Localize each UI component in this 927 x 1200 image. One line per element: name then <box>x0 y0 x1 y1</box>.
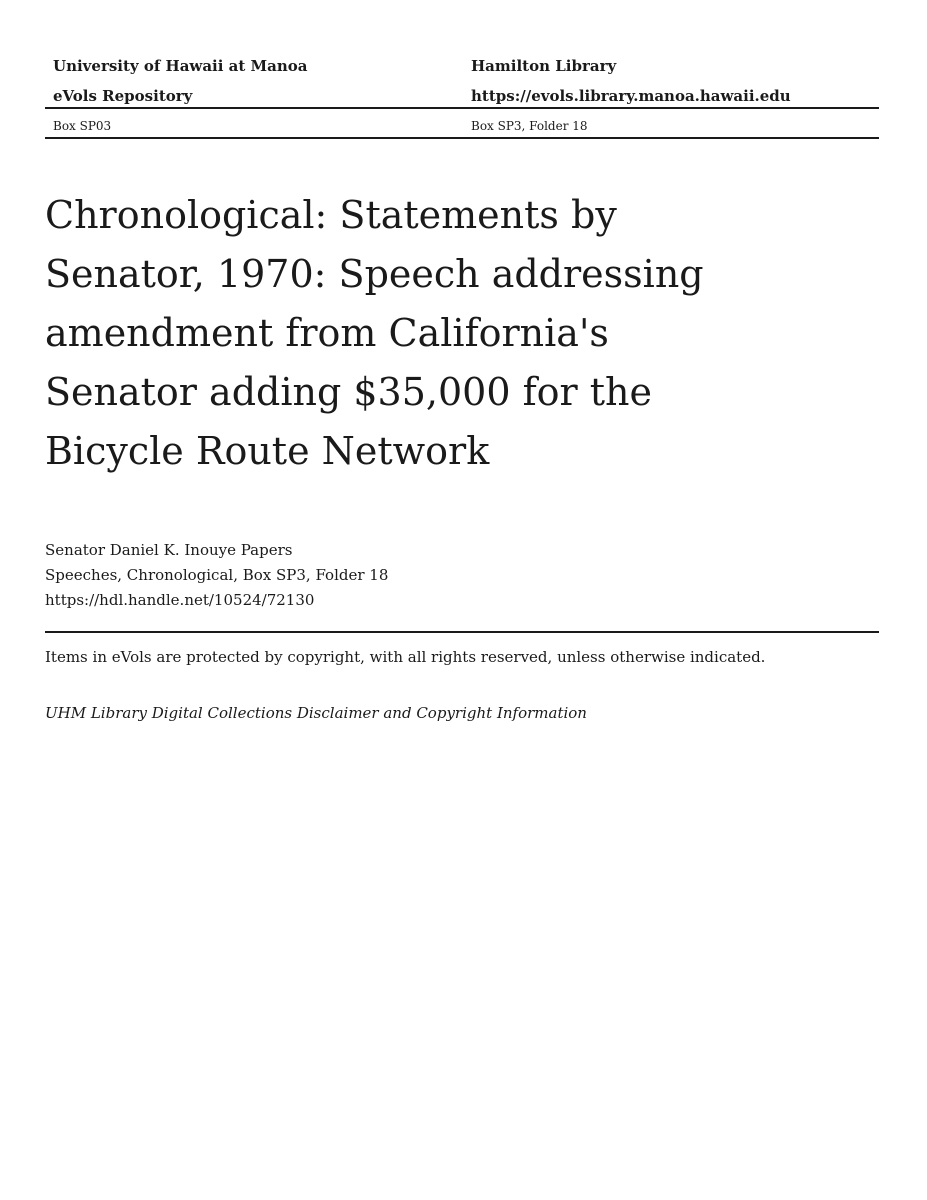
box-label-left: Box SP03 <box>53 119 112 133</box>
header-row-1 <box>45 52 879 82</box>
document-title: Chronological: Statements by Senator, 1970: Speech addressing amendment from California's Senator adding $35,000 for the Bicycle Route Network <box>45 193 704 473</box>
disclaimer-link[interactable]: UHM Library Digital Collections Disclaimer and Copyright Information <box>45 704 587 722</box>
handle-link[interactable]: https://hdl.handle.net/10524/72130 <box>45 591 315 609</box>
institution-name: University of Hawaii at Manoa <box>53 57 308 75</box>
collection-name: Senator Daniel K. Inouye Papers <box>45 541 293 559</box>
document-metadata <box>45 538 879 613</box>
copyright-notice: Items in eVols are protected by copyright, with all rights reserved, unless otherwise indicated. <box>45 648 766 666</box>
repository-name: eVols Repository <box>53 87 193 105</box>
box-label-right: Box SP3, Folder 18 <box>471 119 588 133</box>
series-info: Speeches, Chronological, Box SP3, Folder 18 <box>45 566 389 584</box>
header-divider-bottom <box>45 137 879 139</box>
library-name: Hamilton Library <box>471 57 617 75</box>
footer-divider <box>45 631 879 633</box>
repository-url[interactable]: https://evols.library.manoa.hawaii.edu <box>471 87 791 105</box>
document-header <box>45 52 879 133</box>
header-divider-top <box>45 107 879 109</box>
